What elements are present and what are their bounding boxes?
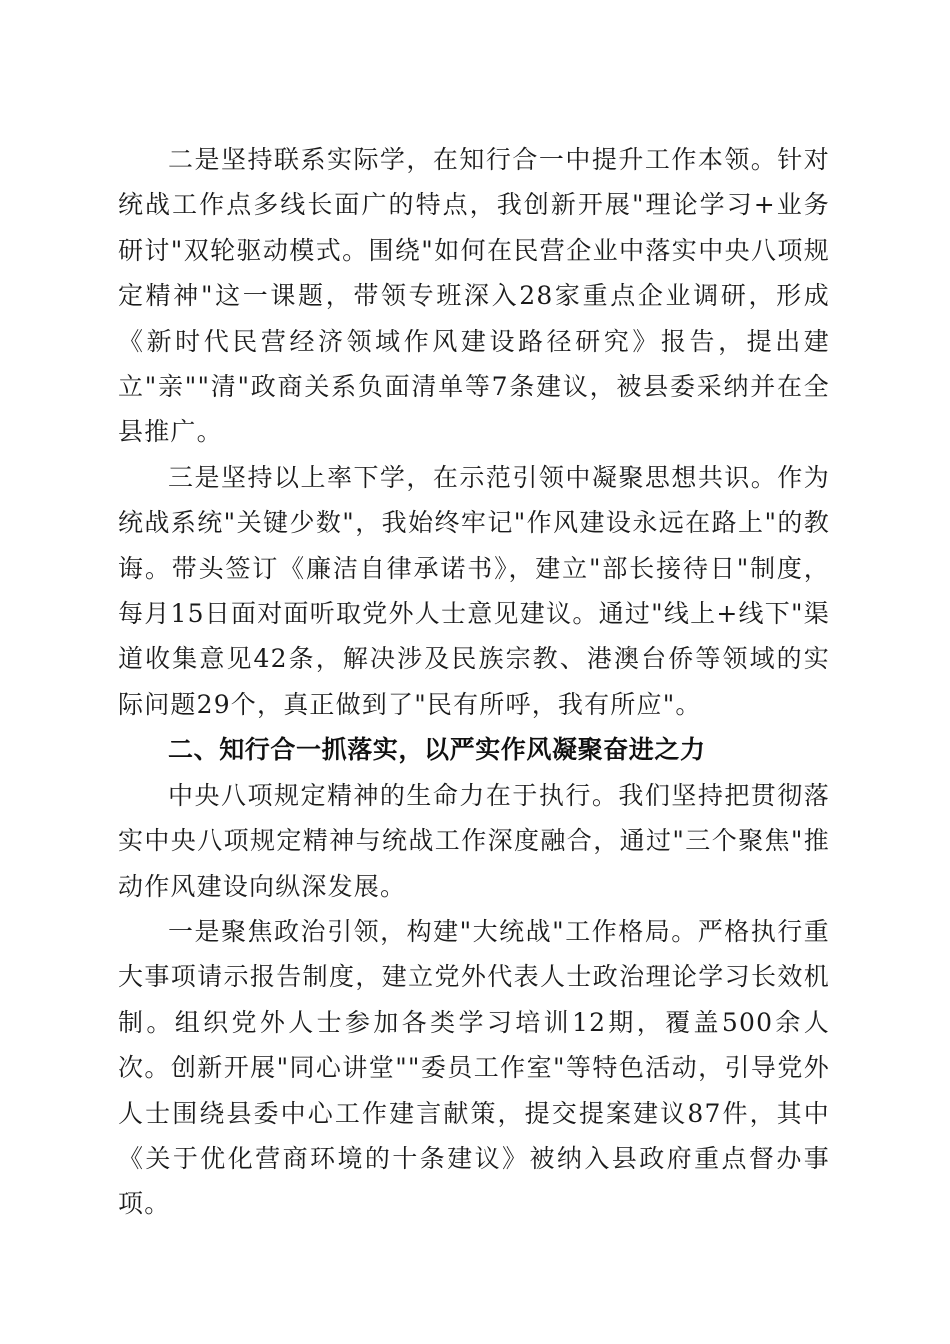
- paragraph-political-guidance: 一是聚焦政治引领，构建"大统战"工作格局。严格执行重大事项请示报告制度，建立党外代表人士政治理论学习长效机制。组织党外人士参加各类学习培训12期，覆盖500余人次。创新开展"同心讲堂""委员工作室"等特色活动，引导党外人士围绕县委中心工作建言献策，提交提案建议87件，其中《关于优化营商环境的十条建议》被纳入县政府重点督办事项。: [118, 916, 830, 1219]
- section-heading: 二、知行合一抓落实，以严实作风凝聚奋进之力: [168, 735, 706, 765]
- paragraph-implementation: 中央八项规定精神的生命力在于执行。我们坚持把贯彻落实中央八项规定精神与统战工作深度融合，通过"三个聚焦"推动作风建设向纵深发展。: [118, 780, 830, 901]
- document-body: [118, 137, 830, 1227]
- paragraph-lead-by-example: 三是坚持以上率下学，在示范引领中凝聚思想共识。作为统战系统"关键少数"，我始终牢记"作风建设永远在路上"的教诲。带头签订《廉洁自律承诺书》，建立"部长接待日"制度，每月15日面对面听取党外人士意见建议。通过"线上+线下"渠道收集意见42条，解决涉及民族宗教、港澳台侨等领域的实际问题29个，真正做到了"民有所呼，我有所应"。: [118, 462, 830, 719]
- paragraph-study-practice: 二是坚持联系实际学，在知行合一中提升工作本领。针对统战工作点多线长面广的特点，我创新开展"理论学习+业务研讨"双轮驱动模式。围绕"如何在民营企业中落实中央八项规定精神"这一课题，带领专班深入28家重点企业调研，形成《新时代民营经济领域作风建设路径研究》报告，提出建立"亲""清"政商关系负面清单等7条建议，被县委采纳并在全县推广。: [118, 145, 830, 447]
